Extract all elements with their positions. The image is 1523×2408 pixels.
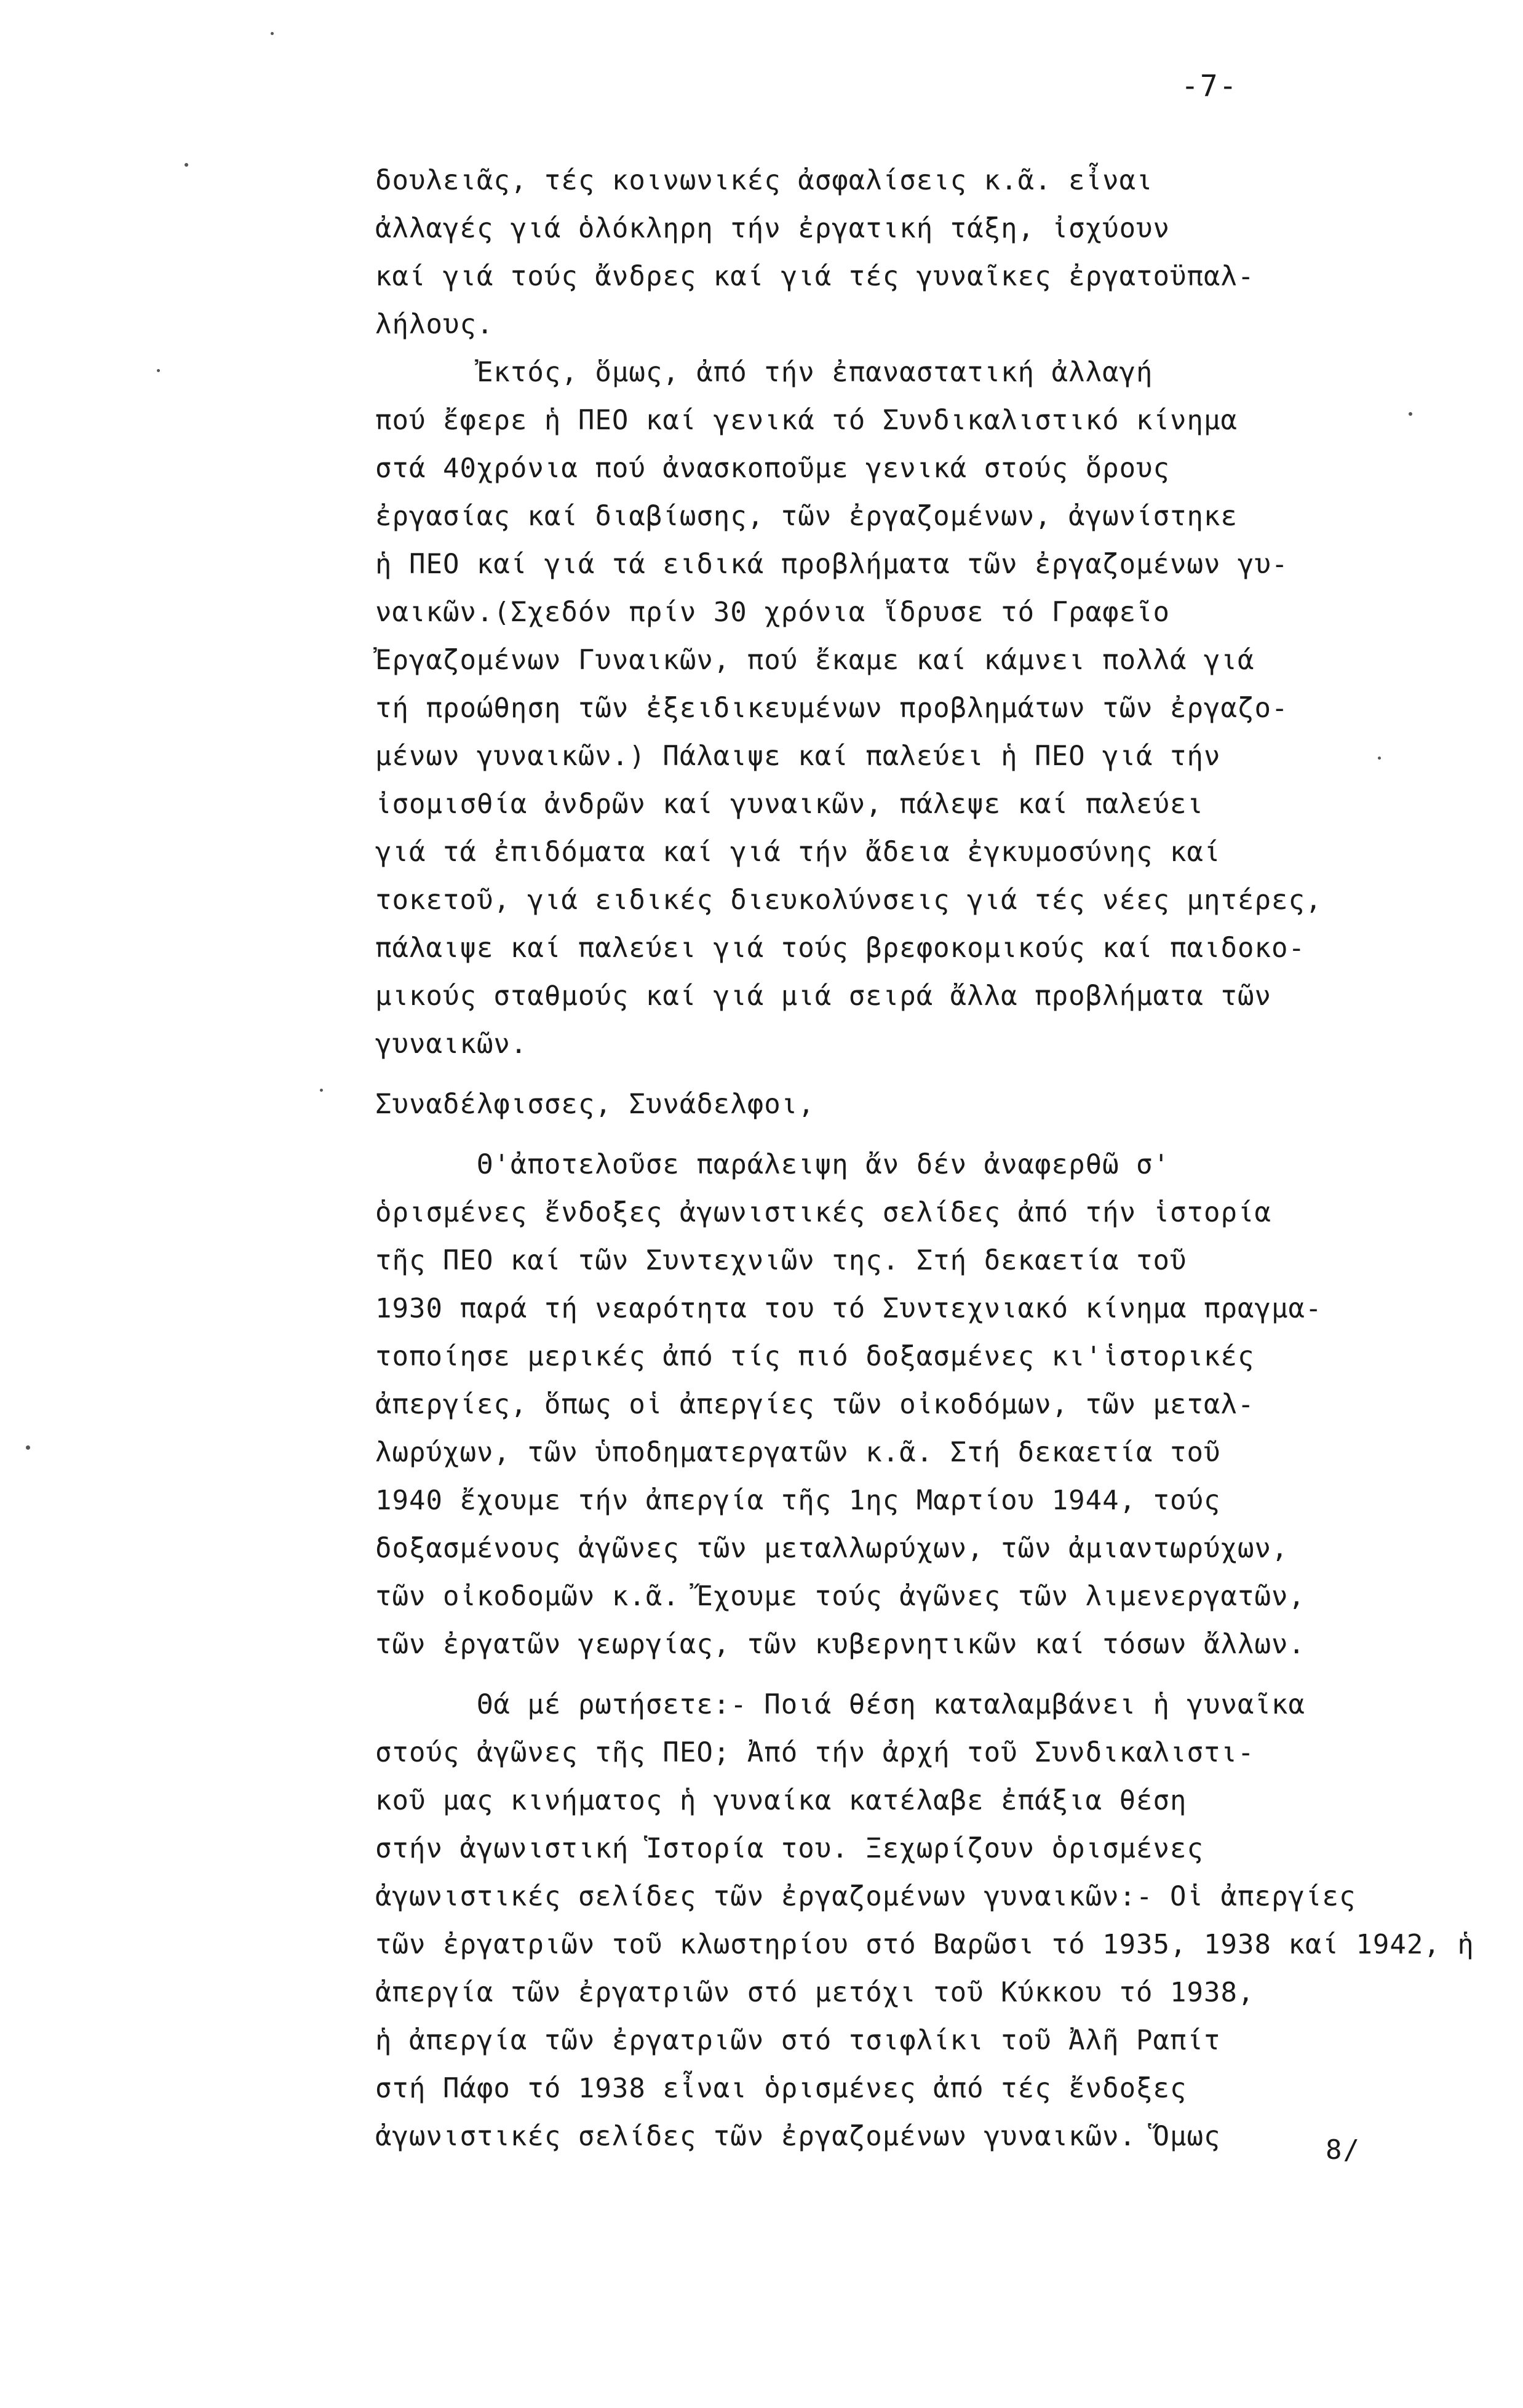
scan-speck bbox=[271, 32, 274, 35]
text-line: τῶν ἐργατῶν γεωργίας, τῶν κυβερνητικῶν καί τόσων ἄλλων. bbox=[375, 1629, 1305, 1660]
text-line: ἰσομισθία ἀνδρῶν καί γυναικῶν, πάλεψε καί παλεύει bbox=[375, 789, 1204, 820]
text-line: Ἐργαζομένων Γυναικῶν, πού ἔκαμε καί κάμνει πολλά γιά bbox=[375, 645, 1255, 676]
text-line: ἀπεργίες, ὅπως οἱ ἀπεργίες τῶν οἰκοδόμων, τῶν μεταλ- bbox=[375, 1389, 1255, 1420]
scan-speck bbox=[157, 369, 160, 372]
text-line: ἡ ἀπεργία τῶν ἐργατριῶν στό τσιφλίκι τοῦ Ἀλῆ Ραπίτ bbox=[375, 2025, 1221, 2056]
text-line: ναικῶν.(Σχεδόν πρίν 30 χρόνια ἵδρυσε τό Γραφεῖο bbox=[375, 597, 1171, 628]
scan-speck bbox=[1409, 412, 1412, 416]
text-line: ἡ ΠΕΟ καί γιά τά ειδικά προβλήματα τῶν ἐργαζομένων γυ- bbox=[375, 549, 1289, 580]
text-line: Ἐκτός, ὅμως, ἀπό τήν ἐπαναστατική ἀλλαγή bbox=[375, 357, 1153, 388]
text-line: τῶν ἐργατριῶν τοῦ κλωστηρίου στό Βαρῶσι τό 1935, 1938 καί 1942, ἡ bbox=[375, 1929, 1474, 1960]
paragraph bbox=[375, 1681, 1474, 2161]
page-number: -7- bbox=[1181, 69, 1238, 103]
text-line: ἀγωνιστικές σελίδες τῶν ἐργαζομένων γυναικῶν:- Οἱ ἀπεργίες bbox=[375, 1881, 1356, 1912]
text-line: πού ἔφερε ἡ ΠΕΟ καί γενικά τό Συνδικαλιστικό κίνημα bbox=[375, 405, 1238, 436]
text-line: ὁρισμένες ἔνδοξες ἀγωνιστικές σελίδες ἀπό τήν ἱστορία bbox=[375, 1197, 1271, 1228]
continuation-marker: 8/ bbox=[1326, 2134, 1361, 2166]
text-line: ἐργασίας καί διαβίωσης, τῶν ἐργαζομένων, ἀγωνίστηκε bbox=[375, 501, 1238, 532]
paragraph-gap bbox=[375, 1129, 1421, 1141]
text-line: τή προώθηση τῶν ἐξειδικευμένων προβλημάτων τῶν ἐργαζο- bbox=[375, 693, 1289, 724]
paragraph-gap bbox=[375, 1068, 1421, 1081]
paragraph bbox=[375, 1141, 1421, 1669]
text-line: γιά τά ἐπιδόματα καί γιά τήν ἄδεια ἐγκυμοσύνης καί bbox=[375, 836, 1221, 868]
text-line: γυναικῶν. bbox=[375, 1028, 528, 1060]
paragraph bbox=[375, 157, 1421, 1068]
text-line: τοκετοῦ, γιά ειδικές διευκολύνσεις γιά τές νέες μητέρες, bbox=[375, 884, 1322, 916]
text-line: Συναδέλφισσες, Συνάδελφοι, bbox=[375, 1089, 815, 1120]
text-line: δοξασμένους ἀγῶνες τῶν μεταλλωρύχων, τῶν ἀμιαντωρύχων, bbox=[375, 1533, 1289, 1564]
scan-speck bbox=[1378, 757, 1381, 760]
text-line: μένων γυναικῶν.) Πάλαιψε καί παλεύει ἡ ΠΕΟ γιά τήν bbox=[375, 741, 1221, 772]
text-line: στούς ἀγῶνες τῆς ΠΕΟ; Ἀπό τήν ἀρχή τοῦ Συνδικαλιστι- bbox=[375, 1737, 1255, 1768]
text-line: τῆς ΠΕΟ καί τῶν Συντεχνιῶν της. Στή δεκαετία τοῦ bbox=[375, 1245, 1187, 1276]
text-line: λήλους. bbox=[375, 309, 494, 340]
scan-speck bbox=[320, 1089, 323, 1092]
text-line: μικούς σταθμούς καί γιά μιά σειρά ἄλλα προβλήματα τῶν bbox=[375, 980, 1271, 1012]
text-line: 1940 ἔχουμε τήν ἀπεργία τῆς 1ης Μαρτίου 1944, τούς bbox=[375, 1485, 1221, 1516]
text-line: 1930 παρά τή νεαρότητα του τό Συντεχνιακό κίνημα πραγμα- bbox=[375, 1293, 1322, 1324]
scan-speck bbox=[185, 163, 188, 167]
paragraph bbox=[375, 1081, 1421, 1129]
text-line: ἀπεργία τῶν ἐργατριῶν στό μετόχι τοῦ Κύκκου τό 1938, bbox=[375, 1977, 1255, 2008]
text-line: στή Πάφο τό 1938 εἶναι ὁρισμένες ἀπό τές ἔνδοξες bbox=[375, 2073, 1187, 2104]
text-line: τοποίησε μερικές ἀπό τίς πιό δοξασμένες κι'ἱστορικές bbox=[375, 1341, 1255, 1372]
text-line: στά 40χρόνια πού ἀνασκοποῦμε γενικά στούς ὅρους bbox=[375, 453, 1171, 484]
text-line: τῶν οἰκοδομῶν κ.ᾶ. Ἔχουμε τούς ἀγῶνες τῶν λιμενεργατῶν, bbox=[375, 1581, 1305, 1612]
text-line: Θά μέ ρωτήσετε:- Ποιά θέση καταλαμβάνει ἡ γυναῖκα bbox=[375, 1689, 1305, 1720]
text-line: Θ'ἀποτελοῦσε παράλειψη ἄν δέν ἀναφερθῶ σ' bbox=[375, 1149, 1171, 1180]
paragraph-gap bbox=[375, 1669, 1421, 1681]
text-line: δουλειᾶς, τές κοινωνικές ἀσφαλίσεις κ.ᾶ. εἶναι bbox=[375, 165, 1153, 196]
text-line: στήν ἀγωνιστική Ἱστορία του. Ξεχωρίζουν ὁρισμένες bbox=[375, 1833, 1204, 1864]
text-line: ἀγωνιστικές σελίδες τῶν ἐργαζομένων γυναικῶν. Ὅμως bbox=[375, 2121, 1221, 2152]
document-body bbox=[375, 157, 1474, 2161]
text-line: πάλαιψε καί παλεύει γιά τούς βρεφοκομικούς καί παιδοκο- bbox=[375, 932, 1305, 964]
text-line: κοῦ μας κινήματος ἡ γυναίκα κατέλαβε ἐπάξια θέση bbox=[375, 1785, 1187, 1816]
text-line: λωρύχων, τῶν ὑποδηματεργατῶν κ.ᾶ. Στή δεκαετία τοῦ bbox=[375, 1437, 1221, 1468]
scan-speck bbox=[26, 1445, 30, 1450]
text-line: ἀλλαγές γιά ὁλόκληρη τήν ἐργατική τάξη, ἰσχύουν bbox=[375, 213, 1171, 244]
text-line: καί γιά τούς ἄνδρες καί γιά τές γυναῖκες ἐργατοϋπαλ- bbox=[375, 261, 1255, 292]
